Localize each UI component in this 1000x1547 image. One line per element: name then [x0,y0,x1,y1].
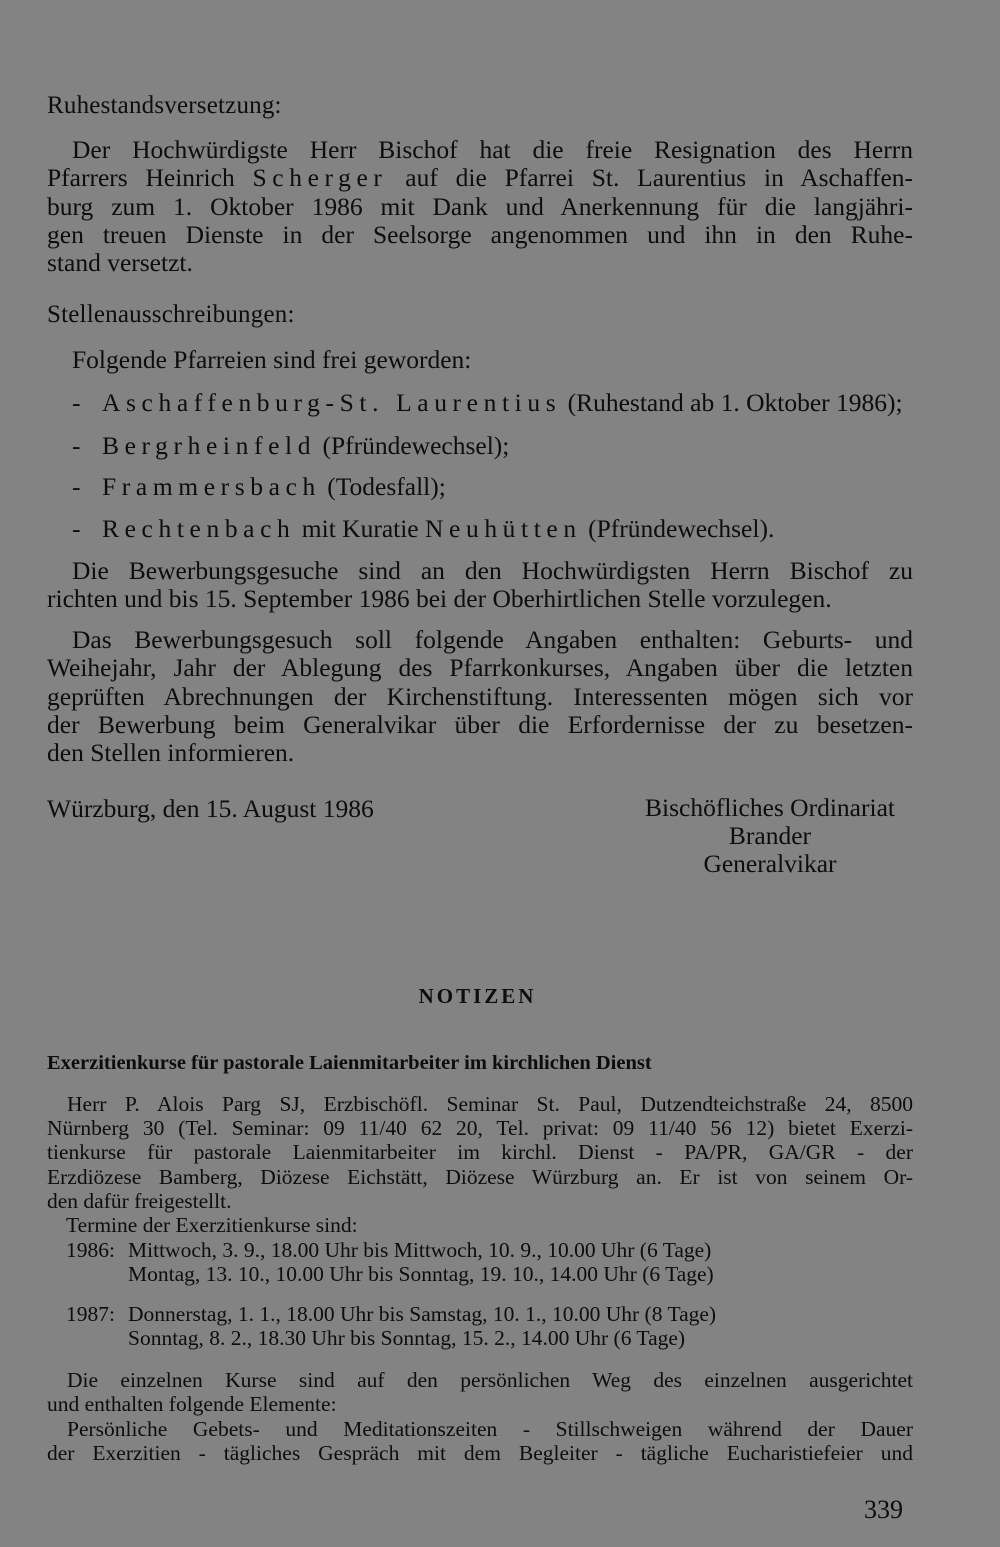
details-line: den Stellen informieren. [47,738,295,768]
signature-office: Bischöfliches Ordinariat [645,793,895,822]
page-number: 339 [864,1495,903,1524]
signature-title: Generalvikar [703,849,837,878]
vacancy-reason: (Pfründewechsel); [316,431,510,460]
signature-name: Brander [728,821,812,850]
schedule-1987 [66,1302,866,1350]
vacancy-reason: (Todesfall); [320,472,446,501]
retirement-line: gen treuen Dienste in der Seelsorge angenommen und ihn in den Ruhe- [47,219,913,249]
schedule-date: Mittwoch, 3. 9., 18.00 Uhr bis Mittwoch, 10. 9., 10.00 Uhr (6 Tage) [128,1238,712,1262]
list-dash: - [72,514,81,543]
courses-paragraph [47,1368,913,1416]
application-line: richten und bis 15. September 1986 bei der Oberhirtlichen Stelle vorzulegen. [47,584,832,614]
courses-line: Die einzelnen Kurse sind auf den persönlichen Weg des einzelnen ausgerichtet [67,1368,913,1392]
retirement-line [47,164,913,192]
vacancy-item [72,388,903,418]
details-line: geprüften Abrechnungen der Kirchenstiftung. Interessenten mögen sich vor [47,681,913,711]
schedule-year: 1987: [66,1302,115,1326]
parish-name: Bergrheinfeld [102,431,317,460]
vacancy-reason: (Pfründewechsel). [581,514,775,543]
retirement-line-text: Pfarrers Heinrich Scherger auf die Pfarrei St. Laurentius in Aschaffen- [47,163,914,193]
schedule-date: Sonntag, 8. 2., 18.30 Uhr bis Sonntag, 15. 2., 14.00 Uhr (6 Tage) [128,1326,686,1351]
notes-intro-line: Herr P. Alois Parg SJ, Erzbischöfl. Seminar St. Paul, Dutzendteichstraße 24, 8500 [67,1092,913,1116]
retirement-line: stand versetzt. [47,248,193,278]
retirement-line: burg zum 1. Oktober 1986 mit Dank und Anerkennung für die langjähri- [47,191,913,221]
spaced-name: Scherger [252,163,388,193]
vacancy-connector: mit Kuratie [295,514,425,543]
vacancy-item [72,472,446,502]
details-line: der Bewerbung beim Generalvikar über die Erfordernisse der zu besetzen- [47,709,913,739]
place-date: Würzburg, den 15. August 1986 [47,794,374,823]
notes-intro-paragraph [47,1092,913,1213]
notes-intro-line: Erzdiözese Bamberg, Diözese Eichstätt, Diözese Würzburg an. Er ist von seinem Or- [47,1164,913,1189]
vacancy-reason: (Ruhestand ab 1. Oktober 1986); [561,388,903,417]
curacy-name: Neuhütten [425,514,582,543]
vacancy-item [72,431,509,461]
notes-subheading: Exerzitienkurse für pastorale Laienmitarbeiter im kirchlichen Dienst [47,1052,652,1074]
retirement-line: Der Hochwürdigste Herr Bischof hat die freie Resignation des Herrn [72,135,913,164]
courses-line: und enthalten folgende Elemente: [47,1392,337,1417]
details-paragraph [47,626,913,767]
list-dash: - [72,431,81,460]
application-line: Die Bewerbungsgesuche sind an den Hochwürdigsten Herrn Bischof zu [72,556,913,585]
notes-heading: NOTIZEN [418,984,537,1008]
parish-name: Rechtenbach [102,514,296,543]
notes-intro-line: den dafür freigestellt. [47,1188,232,1213]
list-dash: - [72,472,81,501]
schedule-date: Donnerstag, 1. 1., 18.00 Uhr bis Samstag, 10. 1., 10.00 Uhr (8 Tage) [128,1302,717,1326]
schedule-year: 1986: [66,1238,115,1262]
schedule-heading: Termine der Exerzitienkurse sind: [66,1213,358,1237]
notes-intro-line: Nürnberg 30 (Tel. Seminar: 09 11/40 62 20, Tel. privat: 09 11/40 56 12) bietet Exerzi- [47,1116,913,1141]
application-paragraph [47,557,913,614]
parish-name: Frammersbach [102,472,321,501]
elements-line: der Exerzitien - tägliches Gespräch mit dem Begleiter - tägliche Eucharistiefeier und [47,1441,913,1466]
signature-block [620,794,920,878]
vacancy-item [72,514,774,544]
elements-paragraph [47,1417,913,1465]
schedule-1986 [66,1238,866,1286]
retirement-paragraph [47,136,913,277]
parish-name: Aschaffenburg-St. Laurentius [102,388,562,417]
list-dash: - [72,388,81,417]
elements-line: Persönliche Gebets- und Meditationszeiten - Stillschweigen während der Dauer [67,1417,913,1441]
vacancies-intro: Folgende Pfarreien sind frei geworden: [72,345,472,374]
details-line: Das Bewerbungsgesuch soll folgende Angaben enthalten: Geburts- und [72,625,913,654]
retirement-heading: Ruhestandsversetzung: [47,92,282,119]
details-line: Weihejahr, Jahr der Ablegung des Pfarrkonkurses, Angaben über die letzten [47,653,913,683]
notes-intro-line: tienkurse für pastorale Laienmitarbeiter im kirchl. Dienst - PA/PR, GA/GR - der [47,1140,913,1165]
schedule-date: Montag, 13. 10., 10.00 Uhr bis Sonntag, 19. 10., 14.00 Uhr (6 Tage) [128,1262,714,1287]
vacancies-heading: Stellenausschreibungen: [47,301,295,328]
